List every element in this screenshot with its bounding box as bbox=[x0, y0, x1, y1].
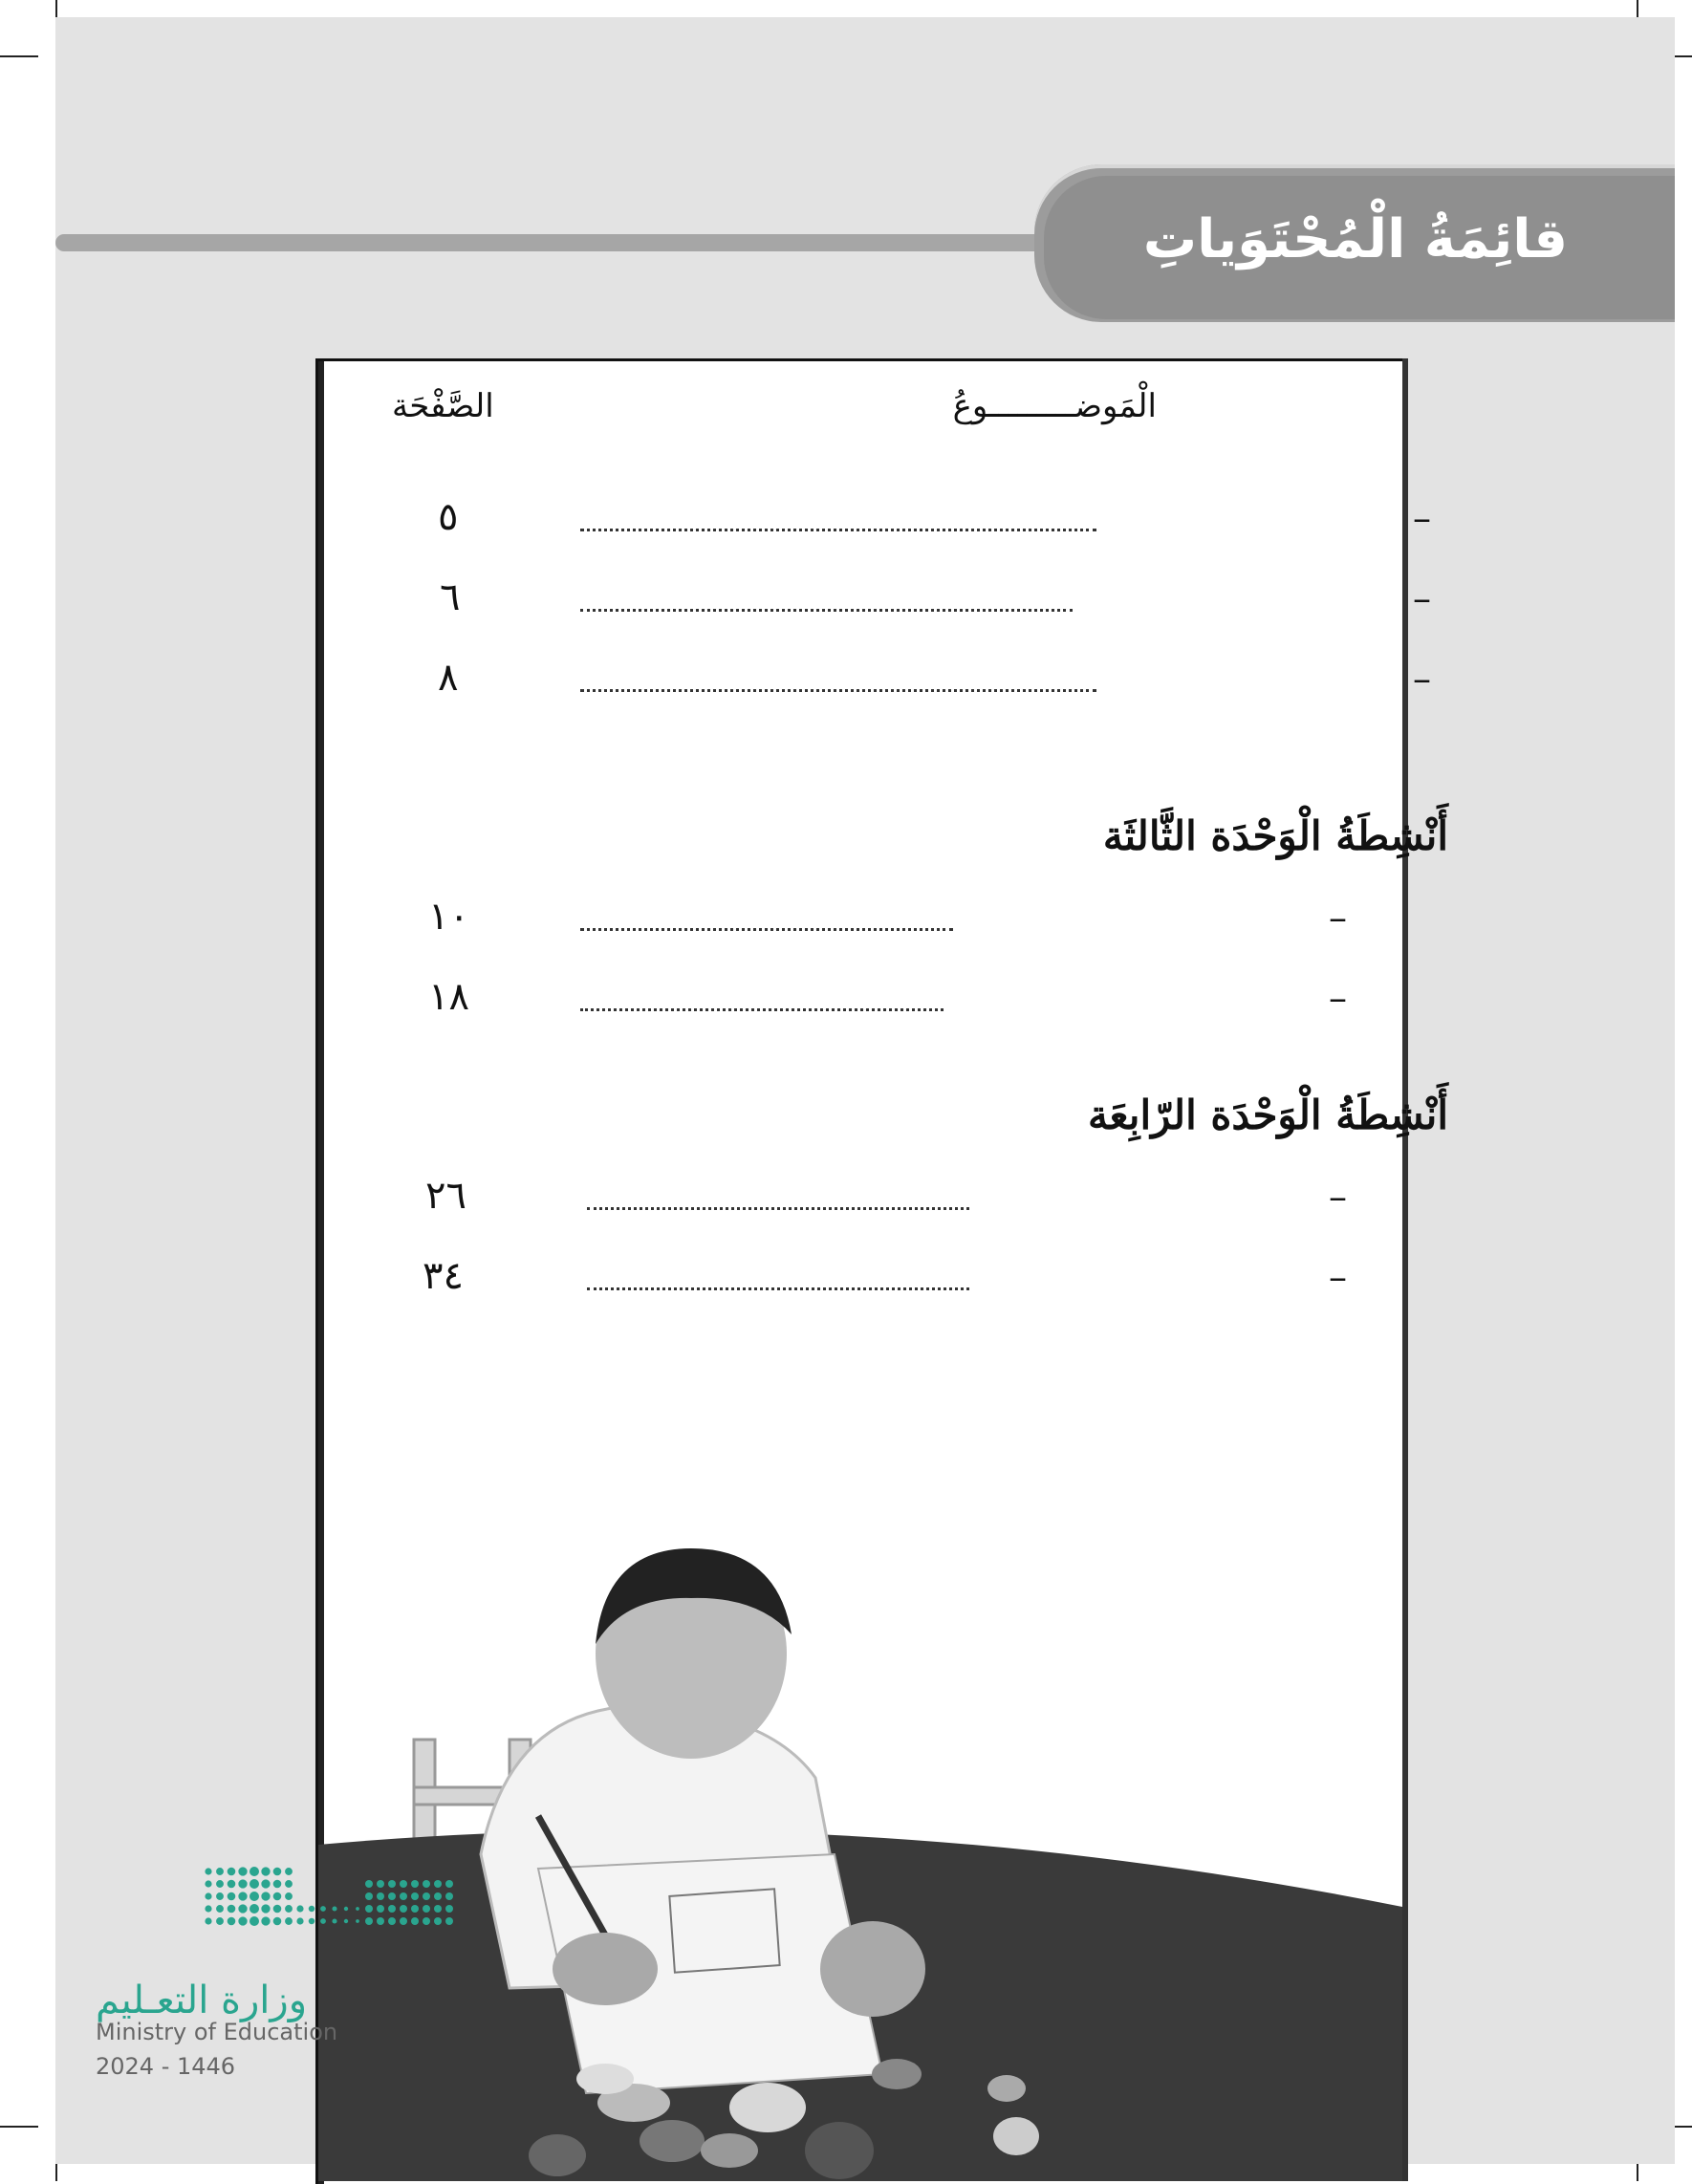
list-dash: – bbox=[1329, 977, 1347, 1019]
logo-dot bbox=[320, 1918, 326, 1924]
logo-dot bbox=[400, 1880, 407, 1888]
logo-dot bbox=[388, 1892, 396, 1900]
logo-dot bbox=[388, 1905, 396, 1913]
toc-page-number: ٣٤ bbox=[423, 1254, 464, 1298]
logo-dot bbox=[285, 1917, 293, 1925]
logo-dot bbox=[423, 1905, 430, 1913]
logo-dot bbox=[261, 1916, 270, 1925]
list-dash: – bbox=[1413, 577, 1431, 619]
list-dash: – bbox=[1329, 897, 1347, 939]
logo-dot bbox=[320, 1906, 326, 1912]
logo-dot bbox=[365, 1880, 373, 1888]
logo-dot bbox=[285, 1868, 293, 1875]
crop-mark bbox=[0, 2126, 38, 2128]
unit-title: أَنْشِطَةُ الْوَحْدَة الرّابِعَة bbox=[1088, 1092, 1448, 1138]
logo-dot bbox=[273, 1868, 282, 1876]
logo-dot bbox=[344, 1907, 348, 1911]
crop-mark bbox=[0, 55, 38, 57]
logo-dot bbox=[238, 1867, 247, 1875]
dot-leader bbox=[580, 1008, 944, 1011]
logo-dot bbox=[400, 1905, 407, 1913]
logo-dot bbox=[216, 1892, 224, 1900]
toc-page-number: ٨ bbox=[438, 656, 459, 700]
logo-dot bbox=[365, 1892, 373, 1900]
logo-dot bbox=[249, 1916, 259, 1926]
logo-dot bbox=[216, 1905, 224, 1913]
logo-dot bbox=[205, 1892, 211, 1899]
dot-leader bbox=[580, 529, 1096, 531]
logo-dot bbox=[261, 1867, 270, 1875]
logo-dot bbox=[261, 1892, 270, 1900]
title-rule bbox=[55, 234, 1050, 251]
toc-page-number: ٦ bbox=[440, 575, 461, 619]
list-dash: – bbox=[1413, 497, 1431, 539]
logo-dot bbox=[216, 1868, 224, 1875]
logo-dot bbox=[388, 1880, 396, 1888]
dot-leader bbox=[587, 1287, 969, 1290]
logo-dot bbox=[377, 1917, 384, 1925]
logo-dot bbox=[296, 1905, 303, 1912]
logo-dot bbox=[356, 1907, 359, 1911]
list-dash: – bbox=[1329, 1176, 1347, 1218]
logo-dot bbox=[285, 1892, 293, 1900]
logo-dot bbox=[356, 1919, 359, 1923]
child-hand bbox=[820, 1921, 925, 2017]
logo-dot bbox=[344, 1919, 348, 1923]
dot-leader bbox=[580, 609, 1073, 612]
logo-dot bbox=[434, 1917, 442, 1925]
logo-dot bbox=[261, 1904, 270, 1913]
logo-dot bbox=[228, 1905, 236, 1914]
list-dash: – bbox=[1329, 1256, 1347, 1298]
logo-dot bbox=[423, 1917, 430, 1925]
logo-dot bbox=[249, 1904, 259, 1914]
logo-dot bbox=[434, 1880, 442, 1888]
logo-dot bbox=[411, 1892, 419, 1900]
logo-dot bbox=[365, 1917, 373, 1925]
logo-dot bbox=[445, 1892, 453, 1900]
logo-dot bbox=[377, 1905, 384, 1913]
logo-dot bbox=[273, 1892, 282, 1901]
logo-dot bbox=[411, 1905, 419, 1913]
dot-leader bbox=[580, 928, 953, 931]
logo-dot bbox=[273, 1905, 282, 1914]
logo-dot bbox=[249, 1892, 259, 1901]
logo-dot bbox=[434, 1892, 442, 1900]
edition-year: 2024 - 1446 bbox=[96, 2053, 236, 2080]
toc-page-number: ١٨ bbox=[428, 975, 469, 1019]
logo-dot bbox=[205, 1880, 211, 1887]
logo-dot bbox=[273, 1917, 282, 1926]
logo-dot bbox=[228, 1892, 236, 1901]
logo-dot bbox=[205, 1917, 211, 1924]
logo-dot bbox=[434, 1905, 442, 1913]
logo-dot bbox=[205, 1905, 211, 1912]
dot-leader bbox=[587, 1207, 969, 1210]
toc-page-number: ٥ bbox=[438, 495, 459, 539]
page-header: الصَّفْحَة bbox=[392, 387, 494, 425]
logo-dot bbox=[216, 1917, 224, 1925]
logo-dot bbox=[238, 1879, 247, 1888]
logo-dot bbox=[377, 1892, 384, 1900]
logo-dot bbox=[423, 1880, 430, 1888]
logo-dot bbox=[261, 1879, 270, 1888]
logo-dot bbox=[285, 1880, 293, 1888]
logo-dot bbox=[423, 1892, 430, 1900]
child-drawing-photo bbox=[318, 1539, 1402, 2181]
unit-title: أَنْشِطَةُ الْوَحْدَة الثَّالثَة bbox=[1102, 812, 1448, 859]
logo-dot bbox=[238, 1892, 247, 1900]
logo-dot bbox=[411, 1917, 419, 1925]
ministry-logo-icon bbox=[201, 1864, 459, 1931]
logo-dot bbox=[332, 1906, 336, 1911]
toc-page-number: ٢٦ bbox=[425, 1174, 466, 1218]
toc-page-number: ١٠ bbox=[428, 895, 469, 939]
child-hand bbox=[553, 1933, 658, 2005]
logo-dot bbox=[296, 1917, 303, 1924]
card-edge bbox=[1402, 358, 1408, 2181]
logo-dot bbox=[228, 1917, 236, 1926]
logo-dot bbox=[445, 1917, 453, 1925]
logo-dot bbox=[309, 1906, 315, 1913]
logo-dot bbox=[411, 1880, 419, 1888]
list-dash: – bbox=[1413, 658, 1431, 700]
logo-dot bbox=[332, 1918, 336, 1923]
logo-dot bbox=[445, 1905, 453, 1913]
logo-dot bbox=[309, 1918, 315, 1925]
logo-dot bbox=[445, 1880, 453, 1888]
page-title: قائِمَةُ الْمُحْتَوَياتِ bbox=[1142, 208, 1568, 270]
logo-dot bbox=[238, 1904, 247, 1913]
topic-header: الْمَوضـــــــــوعُ bbox=[952, 387, 1157, 425]
logo-dot bbox=[388, 1917, 396, 1925]
logo-dot bbox=[228, 1880, 236, 1889]
ministry-name-english: Ministry of Education bbox=[96, 2019, 338, 2045]
logo-dot bbox=[285, 1905, 293, 1913]
logo-dot bbox=[365, 1905, 373, 1913]
logo-dot bbox=[377, 1880, 384, 1888]
logo-dot bbox=[249, 1867, 259, 1876]
logo-dot bbox=[238, 1916, 247, 1925]
logo-dot bbox=[249, 1879, 259, 1889]
logo-dot bbox=[400, 1917, 407, 1925]
logo-dot bbox=[205, 1868, 211, 1874]
ministry-name-arabic: وزارة التعـليم bbox=[96, 1979, 308, 2022]
logo-dot bbox=[216, 1880, 224, 1888]
dot-leader bbox=[580, 689, 1096, 692]
logo-dot bbox=[228, 1868, 236, 1876]
logo-dot bbox=[400, 1892, 407, 1900]
logo-dot bbox=[273, 1880, 282, 1889]
